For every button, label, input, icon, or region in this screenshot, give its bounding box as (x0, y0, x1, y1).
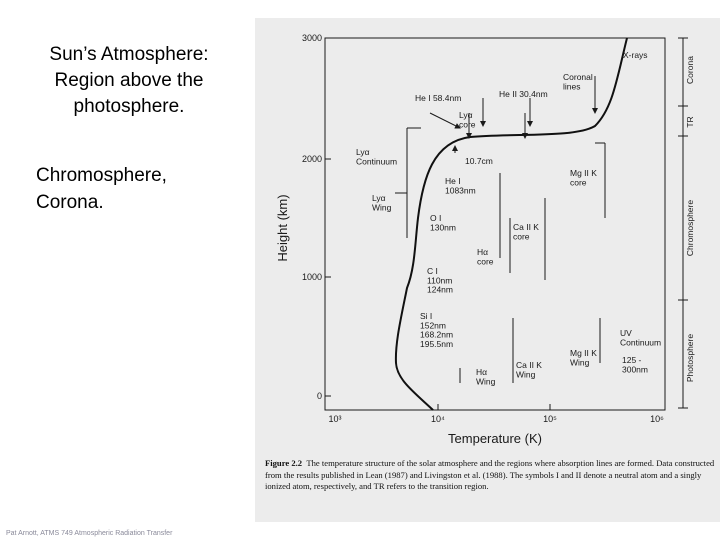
label-line: 195.5nm (420, 339, 454, 350)
figure-caption-block (265, 458, 717, 522)
label-mgii-k-core (570, 168, 597, 187)
label-line: Hα (477, 247, 489, 257)
y-tick-label: 0 (316, 391, 322, 401)
label-10-7cm: 10.7cm (465, 156, 493, 166)
label-line: Coronal (563, 72, 593, 82)
label-line: Ca II K (516, 360, 542, 370)
label-ha-core (477, 247, 494, 266)
label-line: O I (430, 213, 442, 223)
temperature-structure-figure (255, 18, 720, 522)
region-corona: Corona (685, 56, 695, 84)
label-line: Lyα (459, 110, 473, 120)
label-line: Ca II K (513, 222, 539, 232)
slide-footer: Pat Arnott, ATMS 749 Atmospheric Radiation Transfer (6, 530, 173, 537)
label-line: core (513, 231, 530, 242)
x-tick-label: 10⁴ (431, 414, 445, 424)
y-tick-label: 3000 (301, 33, 322, 43)
label-uv-range (622, 355, 648, 374)
label-line: Continuum (620, 337, 662, 348)
figure-caption-title: Figure 2.2 (265, 458, 303, 468)
label-line: 110nm (427, 275, 453, 286)
label-uv-continuum (620, 328, 661, 347)
label-line: 124nm (427, 284, 453, 295)
y-axis (275, 33, 331, 401)
label-line: Wing (570, 357, 590, 368)
label-line: UV (620, 328, 632, 338)
label-line: 125 - (622, 355, 642, 365)
label-mgii-k-wing (570, 348, 597, 367)
label-line: 130nm (430, 222, 456, 233)
label-line: Wing (476, 376, 496, 387)
y-axis-label: Height (km) (275, 194, 290, 262)
label-line: lines (563, 81, 581, 92)
figure-caption: The temperature structure of the solar atmosphere and the regions where absorption lines are formed. Data constructed from the results published in Lean (1987) and Livingston et al. (1988). The symbols I and II denote a neutral atom and a singly ionized atom, respectively, and TR refers to the transition region. (265, 458, 715, 491)
label-line: 168.2nm (420, 329, 454, 340)
label-line: He I (445, 176, 461, 186)
region-chromosphere: Chromosphere (685, 199, 695, 257)
label-hei-584: He I 58.4nm (415, 93, 462, 103)
label-lya-core (459, 110, 476, 129)
y-tick-label: 1000 (301, 272, 322, 282)
label-line: Lyα (356, 147, 370, 157)
label-caii-k-wing (516, 360, 542, 379)
label-line: Mg II K (570, 168, 597, 178)
slide-title: Sun’s Atmosphere: Region above the photosphere. (49, 44, 209, 117)
label-line: core (459, 119, 476, 130)
label-line: Hα (476, 367, 488, 377)
region-photosphere: Photosphere (685, 333, 695, 383)
label-line: Continuum (356, 156, 398, 167)
label-lya-wing (372, 193, 392, 212)
label-line: 152nm (420, 320, 446, 331)
slide-body: Chromosphere, Corona. (36, 165, 167, 213)
plot-frame (325, 38, 665, 410)
x-tick-label: 10³ (328, 414, 342, 424)
label-line: core (570, 177, 587, 188)
y-tick-label: 2000 (301, 154, 322, 164)
label-line: C I (427, 266, 438, 276)
label-line: Si I (420, 311, 433, 321)
label-line: Lyα (372, 193, 386, 203)
label-line: Wing (372, 202, 392, 213)
label-xrays: X-rays (623, 50, 648, 60)
label-caii-k-core (513, 222, 539, 241)
label-sii (420, 311, 453, 349)
label-line: core (477, 256, 494, 267)
label-ci (427, 266, 453, 295)
region-brackets (678, 38, 695, 408)
label-line: Mg II K (570, 348, 597, 358)
label-ha-wing (476, 367, 496, 386)
label-hei-1083 (445, 176, 476, 195)
x-tick-label: 10⁵ (543, 414, 557, 424)
formation-labels (356, 50, 661, 386)
region-tr: TR (685, 116, 695, 128)
label-heii-304: He II 30.4nm (499, 89, 548, 99)
label-oi-130 (430, 213, 456, 232)
label-coronal-lines (563, 72, 593, 91)
figure-panel (255, 18, 720, 522)
label-lya-continuum (356, 147, 397, 166)
x-axis-label: Temperature (K) (448, 431, 542, 446)
x-tick-label: 10⁶ (650, 414, 664, 424)
label-line: Wing (516, 369, 536, 380)
label-line: 300nm (622, 364, 648, 375)
label-line: 1083nm (445, 185, 476, 196)
